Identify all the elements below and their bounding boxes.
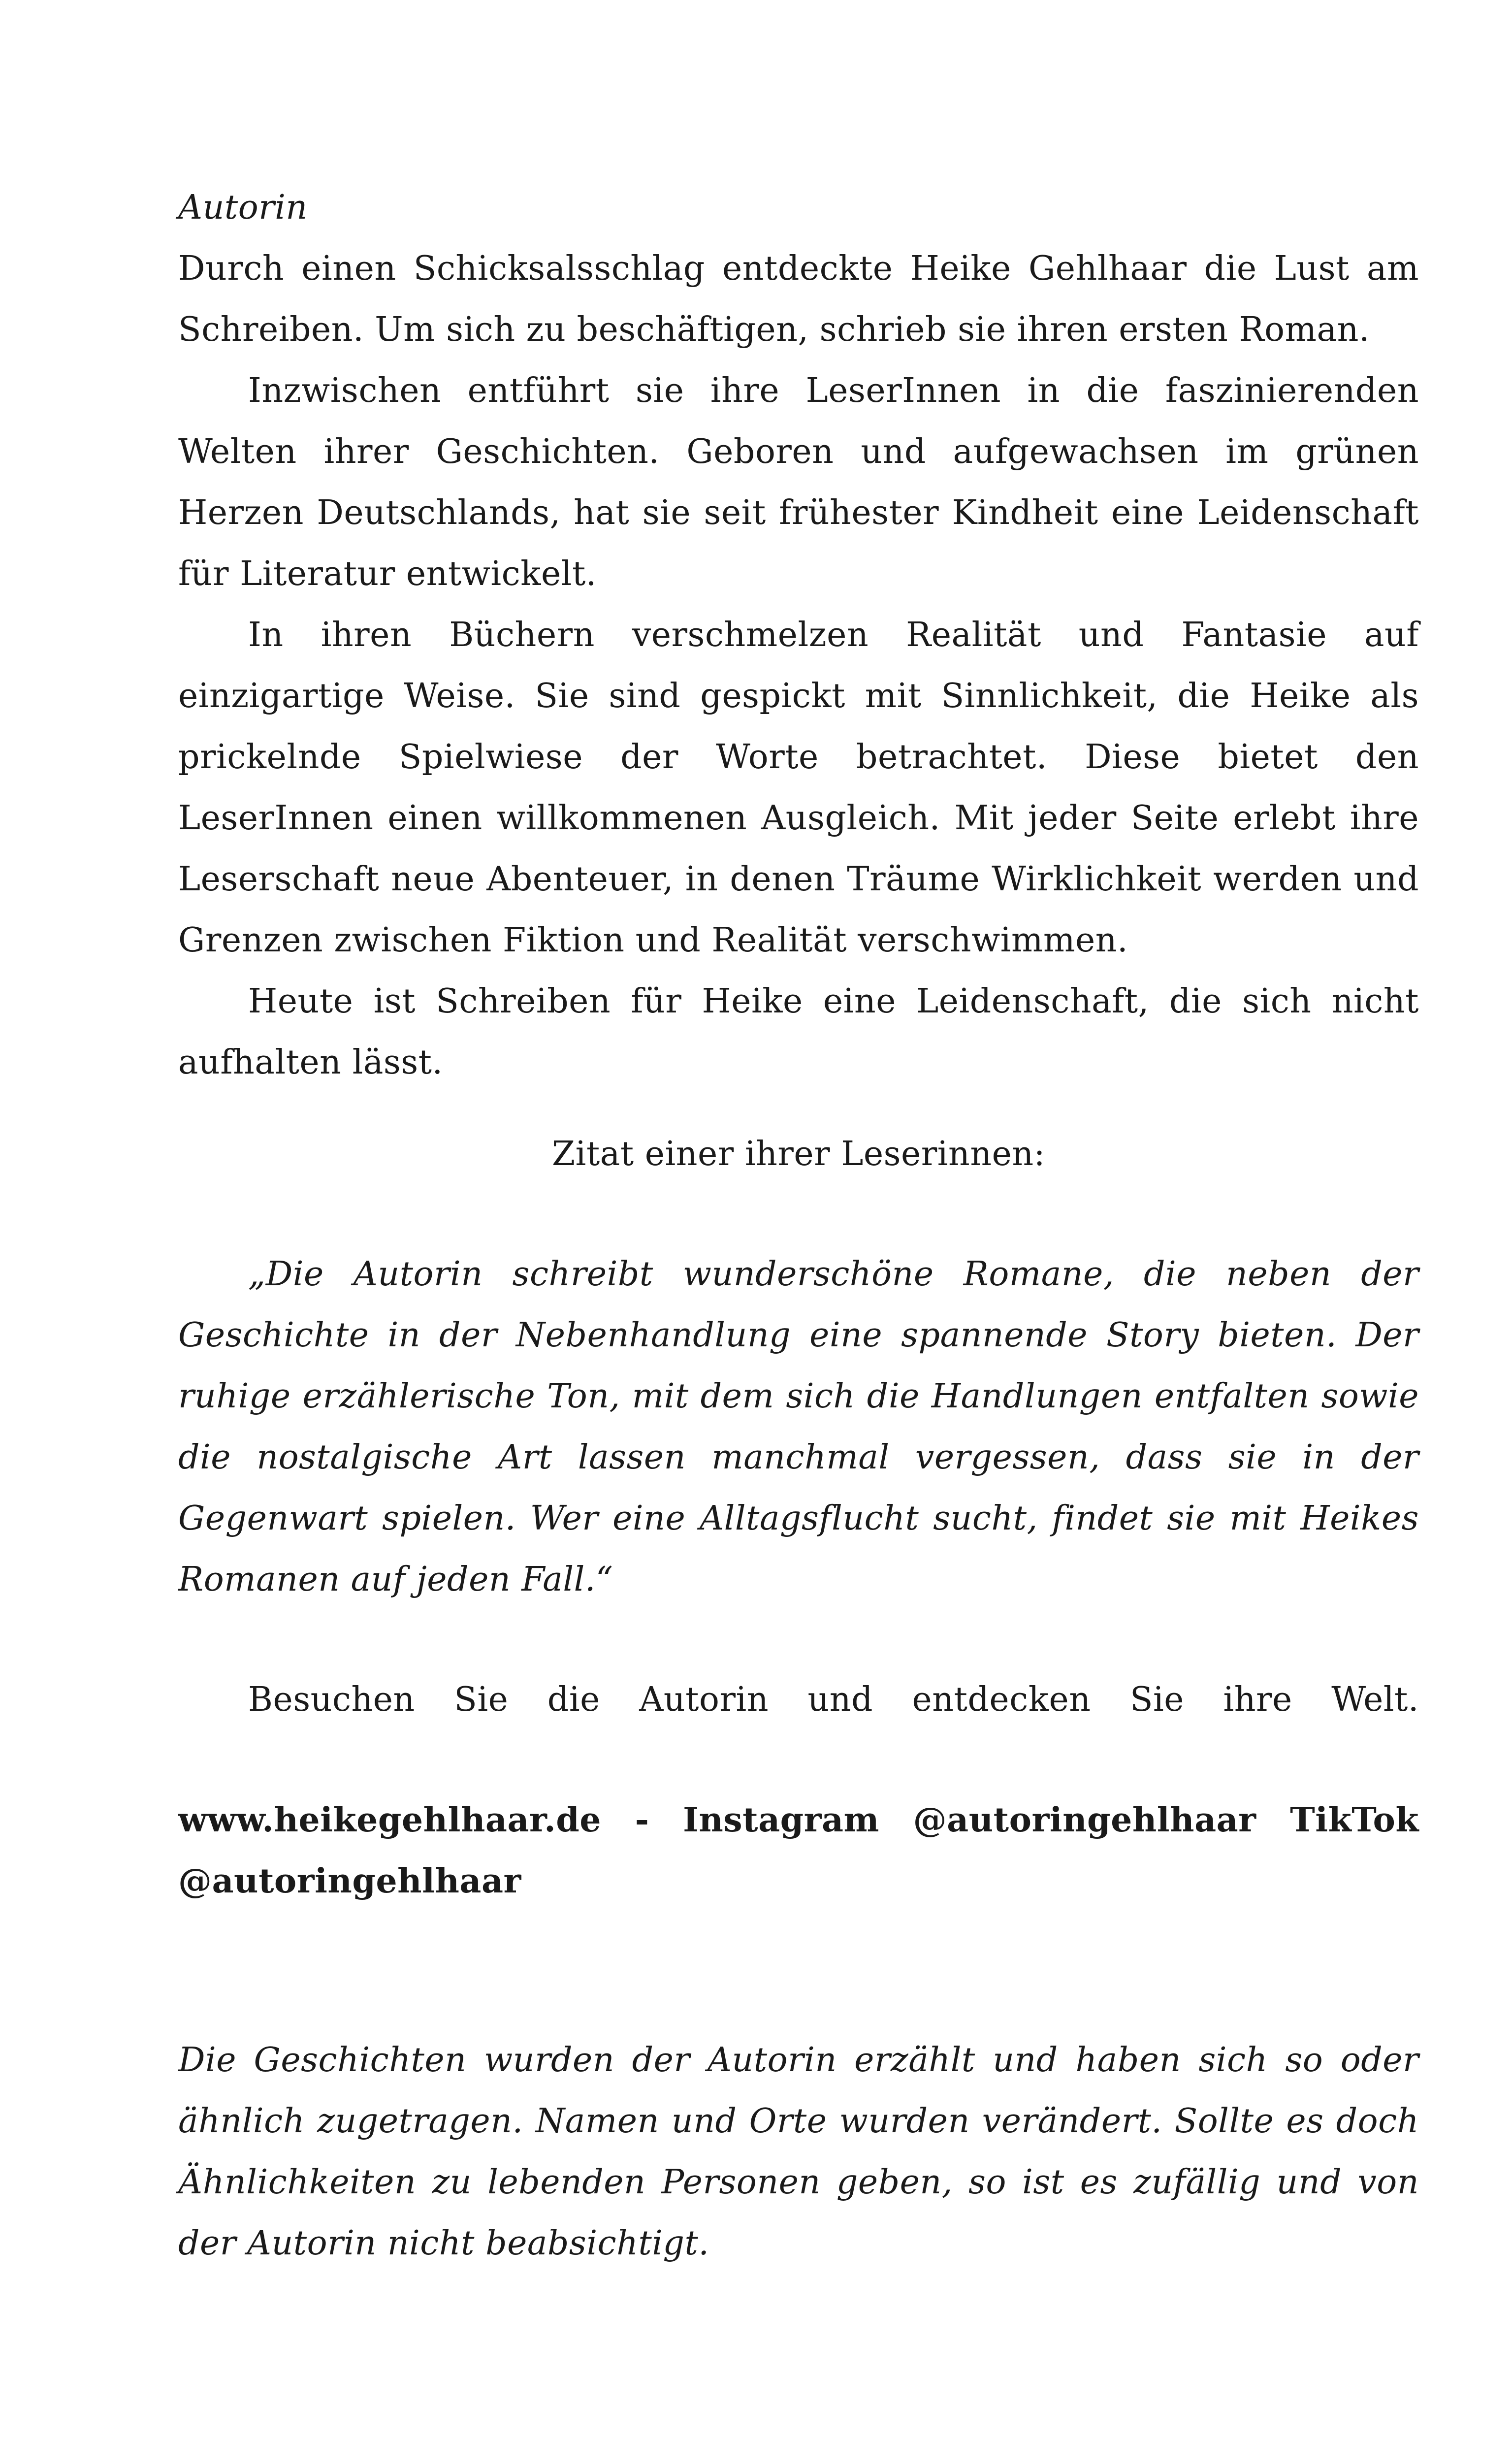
bio-paragraph-2: Inzwischen entführt sie ihre LeserInnen in die faszinierenden Welten ihrer Geschichten. Geboren und aufgewachsen im grünen Herzen Deutschlands, hat sie seit frühester Kindheit eine Leidenschaft für Literatur entwickelt. [178, 371, 1419, 593]
disclaimer: Die Geschichten wurden der Autorin erzählt und haben sich so oder ähnlich zugetragen. Namen und Orte wurden verändert. Sollte es doch Ähnlichkeiten zu lebenden Personen geben, so ist es zufällig und von der Autorin nicht beabsichtigt. [178, 2041, 1419, 2263]
bio-paragraph-1: Durch einen Schicksalsschlag entdeckte Heike Gehlhaar die Lust am Schreiben. Um sich zu beschäftigen, schrieb sie ihren ersten Roman. [178, 249, 1419, 349]
section-label: Autorin [178, 188, 308, 227]
bio-paragraph-4: Heute ist Schreiben für Heike eine Leidenschaft, die sich nicht aufhalten lässt. [178, 982, 1419, 1082]
bio-paragraph-3: In ihren Büchern verschmelzen Realität und Fantasie auf einzigartige Weise. Sie sind gespickt mit Sinnlichkeit, die Heike als prickelnde Spielwiese der Worte betrachtet. Diese bietet den LeserInnen einen willkommenen Ausgleich. Mit jeder Seite erlebt ihre Leserschaft neue Abenteuer, in denen Träume Wirklichkeit werden und Grenzen zwischen Fiktion und Realität verschwimmen. [178, 616, 1419, 960]
author-bio-page [178, 177, 1419, 2274]
quote-heading: Zitat einer ihrer Leserinnen: [551, 1135, 1046, 1173]
visit-invitation: Besuchen Sie die Autorin und entdecken Sie ihre Welt. [248, 1680, 1419, 1719]
author-links: www.heikegehlhaar.de - Instagram @autoringehlhaar TikTok @autoringehlhaar [178, 1800, 1419, 1901]
reader-quote: „Die Autorin schreibt wunderschöne Romane, die neben der Geschichte in der Nebenhandlung eine spannende Story bieten. Der ruhige erzählerische Ton, mit dem sich die Handlungen entfalten sowie die nostalgische Art lassen manchmal vergessen, dass sie in der Gegenwart spielen. Wer eine Alltagsflucht sucht, findet sie mit Heikes Romanen auf jeden Fall.“ [178, 1255, 1419, 1599]
